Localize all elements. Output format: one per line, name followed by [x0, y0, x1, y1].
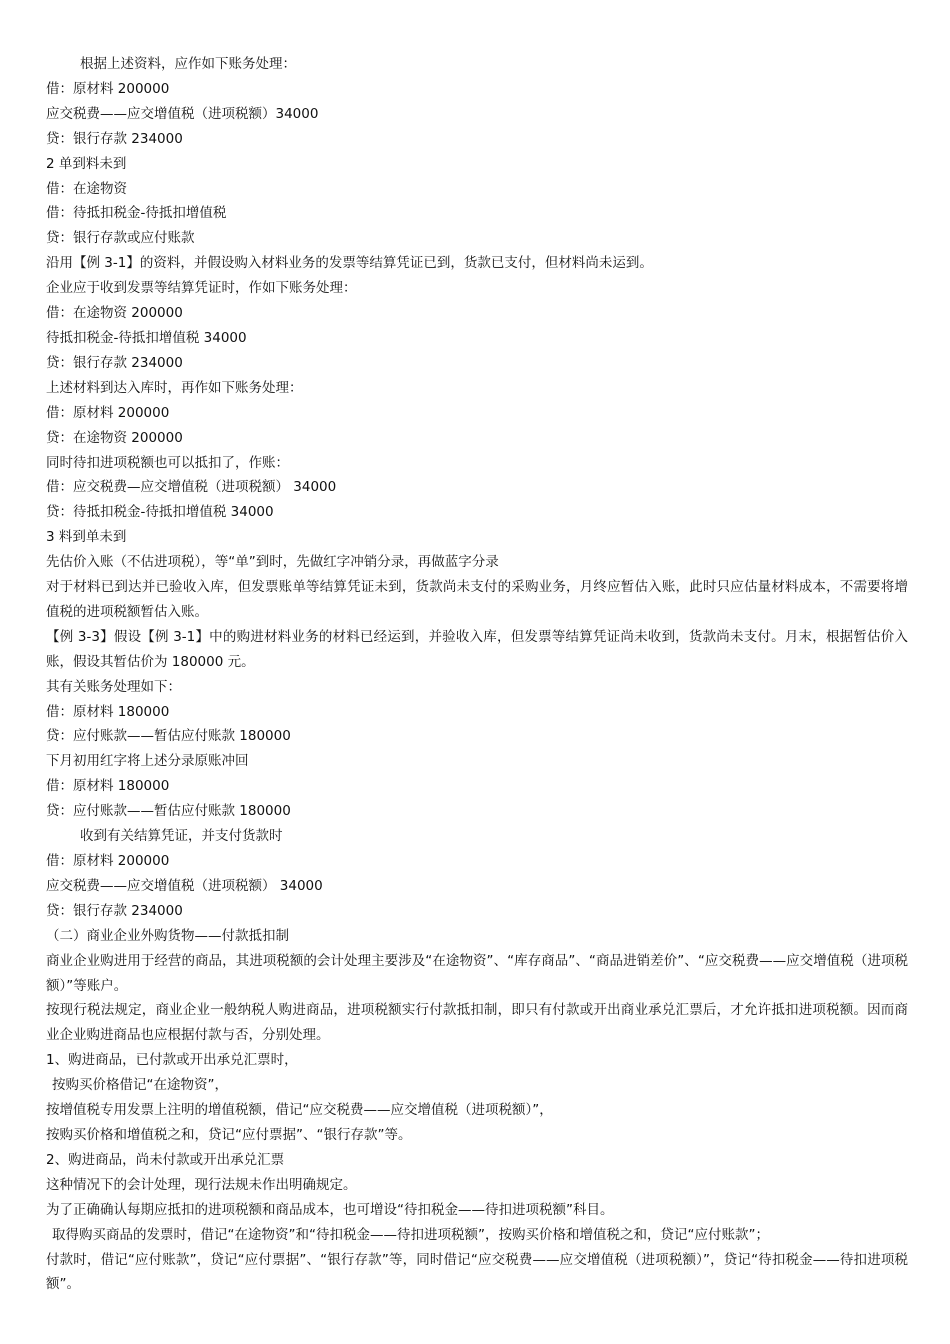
document-page	[42, 52, 908, 1297]
text-line: 待抵扣税金-待抵扣增值税 34000	[46, 329, 247, 346]
text-line: （二）商业企业外购货物——付款抵扣制	[46, 927, 289, 944]
text-line: 取得购买商品的发票时，借记“在途物资”和“待扣税金——待扣进项税额”，按购买价格和增值税之和，贷记“应付账款”；	[52, 1226, 769, 1243]
text-line: 按现行税法规定，商业企业一般纳税人购进商品，进项税额实行付款抵扣制，即只有付款或开出商业承兑汇票后，才允许抵扣进项税额。因而商业企业购进商品也应根据付款与否，分别处理。	[46, 1002, 908, 1044]
text-line: 贷：银行存款 234000	[46, 354, 183, 371]
text-line: 借：原材料 180000	[46, 778, 170, 795]
text-line: 2、购进商品，尚未付款或开出承兑汇票	[46, 1151, 285, 1168]
text-line: 借：待抵扣税金-待抵扣增值税	[46, 205, 227, 222]
text-line: 借：原材料 180000	[46, 703, 170, 720]
text-line: 付款时，借记“应付账款”，贷记“应付票据”、“银行存款”等，同时借记“应交税费——应交增值税（进项税额）”，贷记“待扣税金——待扣进项税额”。	[46, 1251, 908, 1293]
text-line: 沿用【例 3-1】的资料，并假设购入材料业务的发票等结算凭证已到，货款已支付，但材料尚未运到。	[46, 255, 653, 272]
text-line: 2 单到料未到	[46, 155, 127, 172]
text-line: 根据上述资料，应作如下账务处理：	[80, 56, 296, 72]
text-line: 对于材料已到达并已验收入库，但发票账单等结算凭证未到，货款尚未支付的采购业务，月终应暂估入账，此时只应估量材料成本，不需要将增值税的进项税额暂估入账。	[46, 579, 908, 620]
text-line: 贷：应付账款——暂估应付账款 180000	[46, 728, 291, 745]
text-line: 按购买价格和增值税之和，贷记“应付票据”、“银行存款”等。	[46, 1126, 412, 1143]
text-line: 下月初用红字将上述分录原账冲回	[46, 753, 249, 770]
text-line: 借：原材料 200000	[46, 853, 170, 869]
text-line: 借：应交税费—应交增值税（进项税额） 34000	[46, 479, 337, 496]
text-line: 应交税费——应交增值税（进项税额） 34000	[46, 877, 323, 894]
text-line: 按购买价格借记“在途物资”，	[52, 1077, 228, 1094]
text-line: 【例 3-3】假设【例 3-1】中的购进材料业务的材料已经运到，并验收入库，但发票等结算凭证尚未收到，货款尚未支付。月末，根据暂估价入账，假设其暂估价为 180000 元。	[46, 628, 908, 670]
text-line: 贷：在途物资 200000	[46, 429, 183, 446]
text-line: 贷：待抵扣税金-待抵扣增值税 34000	[46, 504, 274, 521]
text-line: 贷：银行存款或应付账款	[46, 230, 195, 247]
text-line: 应交税费——应交增值税（进项税额）34000	[46, 105, 319, 122]
text-line: 同时待扣进项税额也可以抵扣了，作账：	[46, 454, 289, 471]
text-line: 上述材料到达入库时，再作如下账务处理：	[46, 379, 303, 396]
text-line: 贷：应付账款——暂估应付账款 180000	[46, 803, 291, 820]
text-line: 这种情况下的会计处理，现行法规未作出明确规定。	[46, 1176, 357, 1193]
text-line: 3 料到单未到	[46, 529, 127, 546]
text-line: 商业企业购进用于经营的商品，其进项税额的会计处理主要涉及“在途物资”、“库存商品”、“商品进销差价”、“应交税费——应交增值税（进项税额）”等账户。	[46, 952, 908, 994]
text-line: 贷：银行存款 234000	[46, 130, 183, 147]
text-line: 借：在途物资	[46, 180, 127, 197]
text-line: 收到有关结算凭证，并支付货款时	[80, 828, 283, 845]
text-line: 其有关账务处理如下：	[46, 678, 181, 695]
text-line: 借：原材料 200000	[46, 80, 170, 97]
text-line: 贷：银行存款 234000	[46, 902, 183, 919]
text-line: 1、购进商品，已付款或开出承兑汇票时，	[46, 1052, 298, 1069]
text-line: 借：原材料 200000	[46, 404, 170, 421]
text-line: 企业应于收到发票等结算凭证时，作如下账务处理：	[46, 280, 357, 297]
text-line: 为了正确确认每期应抵扣的进项税额和商品成本，也可增设“待扣税金——待扣进项税额”科目。	[46, 1201, 614, 1218]
text-line: 先估价入账（不估进项税），等“单”到时，先做红字冲销分录，再做蓝字分录	[46, 554, 499, 571]
text-line: 借：在途物资 200000	[46, 305, 183, 322]
text-line: 按增值税专用发票上注明的增值税额，借记“应交税费——应交增值税（进项税额）”，	[46, 1102, 553, 1119]
